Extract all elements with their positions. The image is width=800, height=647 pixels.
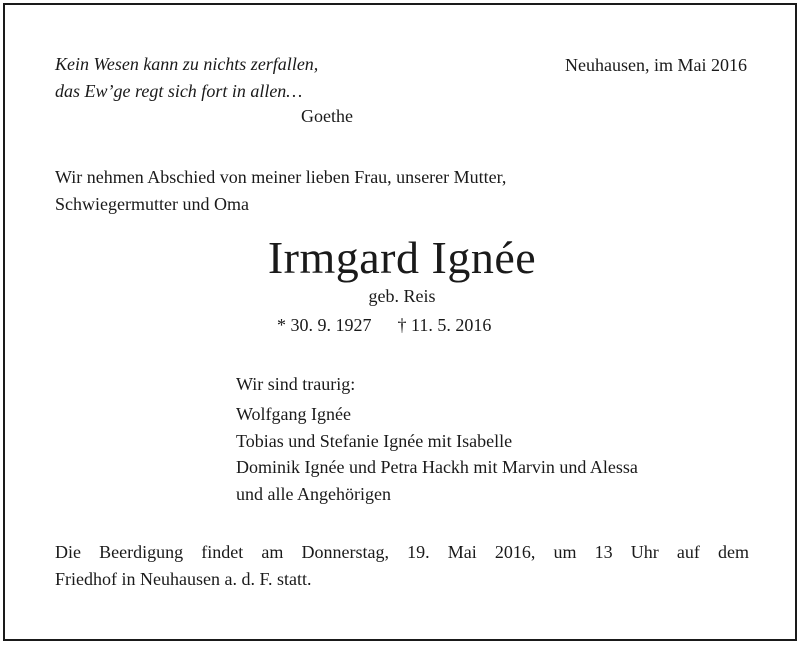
death-date: † 11. 5. 2016 — [397, 315, 492, 335]
birth-date: * 30. 9. 1927 — [277, 315, 372, 335]
list-item: Wolfgang Ignée — [236, 404, 352, 424]
list-item: Dominik Ignée und Petra Hackh mit Marvin und Alessa — [236, 457, 638, 477]
list-item: Tobias und Stefanie Ignée mit Isabelle — [236, 430, 513, 451]
list-item: und alle Angehörigen — [236, 483, 391, 504]
obituary-notice — [3, 3, 797, 641]
mourners-list — [236, 401, 638, 507]
poem-quote — [55, 51, 318, 105]
farewell-line: Schwiegermutter und Oma — [55, 194, 249, 214]
mourners-heading: Wir sind traurig: — [236, 374, 356, 394]
funeral-line: Die Beerdigung findet am Donnerstag, 19. Mai 2016, um 13 Uhr auf dem — [55, 542, 749, 562]
quote-line: Kein Wesen kann zu nichts zerfallen, — [55, 54, 319, 74]
maiden-name: geb. Reis — [368, 286, 436, 306]
funeral-line: Friedhof in Neuhausen a. d. F. statt. — [55, 569, 312, 589]
life-dates — [277, 314, 491, 336]
farewell-line: Wir nehmen Abschied von meiner lieben Frau, unserer Mutter, — [55, 167, 507, 187]
farewell-text — [55, 164, 506, 218]
quote-line: das Ew’ge regt sich fort in allen… — [55, 81, 303, 101]
place-date: Neuhausen, im Mai 2016 — [565, 55, 747, 75]
deceased-name: Irmgard Ignée — [267, 232, 537, 283]
funeral-info — [55, 539, 749, 593]
quote-author: Goethe — [301, 106, 353, 126]
